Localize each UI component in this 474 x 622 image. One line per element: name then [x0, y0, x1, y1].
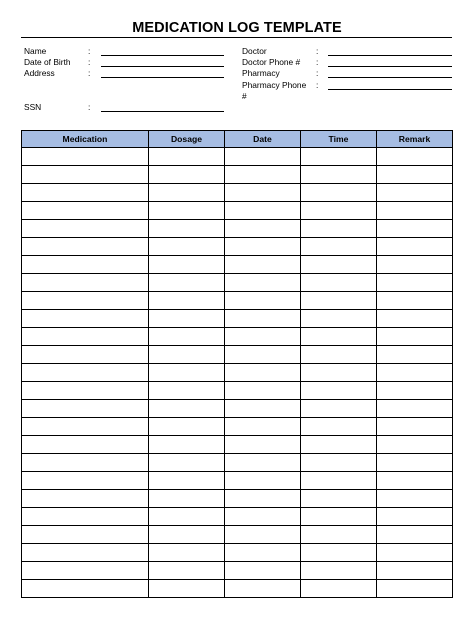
medication-header: Medication: [22, 131, 149, 148]
time-cell[interactable]: [301, 418, 377, 436]
remark-cell[interactable]: [377, 382, 453, 400]
date-cell[interactable]: [225, 472, 301, 490]
date-cell[interactable]: [225, 310, 301, 328]
dosage-cell[interactable]: [149, 490, 225, 508]
table-header-row: [22, 131, 453, 148]
date-of-birth-label: Date of Birth: [24, 57, 71, 67]
time-cell[interactable]: [301, 400, 377, 418]
date-cell[interactable]: [225, 562, 301, 580]
doctor-label: Doctor: [242, 46, 267, 56]
address-colon: :: [88, 68, 91, 78]
ssn-colon: :: [88, 102, 91, 112]
remark-cell[interactable]: [377, 166, 453, 184]
table-row: [22, 418, 453, 436]
pharmacy-phone-label-cont: #: [242, 91, 247, 101]
date-cell[interactable]: [225, 292, 301, 310]
dosage-cell[interactable]: [149, 256, 225, 274]
date-cell[interactable]: [225, 346, 301, 364]
doctor-colon: :: [316, 46, 319, 56]
time-header: Time: [301, 131, 377, 148]
name-field[interactable]: [101, 55, 224, 56]
table-body: [22, 148, 453, 598]
ssn-label: SSN: [24, 102, 42, 112]
time-cell[interactable]: [301, 274, 377, 292]
table-row: [22, 220, 453, 238]
remark-cell[interactable]: [377, 202, 453, 220]
dosage-cell[interactable]: [149, 238, 225, 256]
pharmacy-label: Pharmacy: [242, 68, 280, 78]
date-cell[interactable]: [225, 418, 301, 436]
medication-cell[interactable]: [22, 490, 149, 508]
doctor-phone-field[interactable]: [328, 66, 452, 67]
table-row: [22, 328, 453, 346]
dosage-cell[interactable]: [149, 202, 225, 220]
medication-cell[interactable]: [22, 382, 149, 400]
medication-cell[interactable]: [22, 238, 149, 256]
medication-cell[interactable]: [22, 580, 149, 598]
name-label: Name: [24, 46, 47, 56]
dosage-cell[interactable]: [149, 346, 225, 364]
dosage-cell[interactable]: [149, 454, 225, 472]
time-cell[interactable]: [301, 220, 377, 238]
time-cell[interactable]: [301, 580, 377, 598]
dosage-cell[interactable]: [149, 310, 225, 328]
table-row: [22, 364, 453, 382]
date-cell[interactable]: [225, 238, 301, 256]
table-row: [22, 508, 453, 526]
remark-cell[interactable]: [377, 526, 453, 544]
dosage-cell[interactable]: [149, 472, 225, 490]
date-cell[interactable]: [225, 490, 301, 508]
dosage-header: Dosage: [149, 131, 225, 148]
dosage-cell[interactable]: [149, 562, 225, 580]
table-row: [22, 526, 453, 544]
table-row: [22, 562, 453, 580]
remark-cell[interactable]: [377, 310, 453, 328]
remark-cell[interactable]: [377, 184, 453, 202]
time-cell[interactable]: [301, 328, 377, 346]
table-row: [22, 436, 453, 454]
time-cell[interactable]: [301, 526, 377, 544]
remark-cell[interactable]: [377, 490, 453, 508]
date-cell[interactable]: [225, 580, 301, 598]
doctor-phone-label: Doctor Phone #: [242, 57, 301, 67]
table-row: [22, 580, 453, 598]
table-row: [22, 544, 453, 562]
remark-cell[interactable]: [377, 238, 453, 256]
date-cell[interactable]: [225, 454, 301, 472]
medication-cell[interactable]: [22, 526, 149, 544]
time-cell[interactable]: [301, 238, 377, 256]
medication-cell[interactable]: [22, 346, 149, 364]
time-cell[interactable]: [301, 148, 377, 166]
dosage-cell[interactable]: [149, 544, 225, 562]
address-field[interactable]: [101, 77, 224, 78]
ssn-field[interactable]: [101, 111, 224, 112]
pharmacy-phone-label: Pharmacy Phone: [242, 80, 307, 90]
address-label: Address: [24, 68, 55, 78]
time-cell[interactable]: [301, 292, 377, 310]
remark-cell[interactable]: [377, 292, 453, 310]
medication-cell[interactable]: [22, 184, 149, 202]
date-cell[interactable]: [225, 526, 301, 544]
time-cell[interactable]: [301, 436, 377, 454]
doctor-field[interactable]: [328, 55, 452, 56]
medication-cell[interactable]: [22, 328, 149, 346]
medication-cell[interactable]: [22, 508, 149, 526]
date-cell[interactable]: [225, 400, 301, 418]
date-of-birth-colon: :: [88, 57, 91, 67]
time-cell[interactable]: [301, 562, 377, 580]
date-cell[interactable]: [225, 148, 301, 166]
dosage-cell[interactable]: [149, 526, 225, 544]
medication-cell[interactable]: [22, 562, 149, 580]
time-cell[interactable]: [301, 346, 377, 364]
date-of-birth-field[interactable]: [101, 66, 224, 67]
dosage-cell[interactable]: [149, 274, 225, 292]
dosage-cell[interactable]: [149, 148, 225, 166]
time-cell[interactable]: [301, 364, 377, 382]
medication-cell[interactable]: [22, 472, 149, 490]
table-row: [22, 202, 453, 220]
medication-cell[interactable]: [22, 166, 149, 184]
time-cell[interactable]: [301, 472, 377, 490]
medication-log-table: [21, 130, 453, 598]
table-row: [22, 310, 453, 328]
date-cell[interactable]: [225, 274, 301, 292]
date-cell[interactable]: [225, 382, 301, 400]
table-row: [22, 166, 453, 184]
table-row: [22, 256, 453, 274]
remark-cell[interactable]: [377, 400, 453, 418]
table-row: [22, 238, 453, 256]
date-cell[interactable]: [225, 544, 301, 562]
table-row: [22, 454, 453, 472]
table-row: [22, 472, 453, 490]
title-rule: [21, 37, 452, 38]
table-row: [22, 184, 453, 202]
page-title: MEDICATION LOG TEMPLATE: [132, 20, 342, 36]
table-row: [22, 346, 453, 364]
dosage-cell[interactable]: [149, 184, 225, 202]
remark-cell[interactable]: [377, 328, 453, 346]
remark-cell[interactable]: [377, 436, 453, 454]
table-row: [22, 490, 453, 508]
medication-cell[interactable]: [22, 256, 149, 274]
date-cell[interactable]: [225, 220, 301, 238]
dosage-cell[interactable]: [149, 292, 225, 310]
dosage-cell[interactable]: [149, 364, 225, 382]
medication-cell[interactable]: [22, 454, 149, 472]
dosage-cell[interactable]: [149, 382, 225, 400]
time-cell[interactable]: [301, 256, 377, 274]
remark-cell[interactable]: [377, 364, 453, 382]
medication-cell[interactable]: [22, 364, 149, 382]
time-cell[interactable]: [301, 310, 377, 328]
time-cell[interactable]: [301, 382, 377, 400]
table-row: [22, 400, 453, 418]
remark-cell[interactable]: [377, 220, 453, 238]
remark-cell[interactable]: [377, 256, 453, 274]
time-cell[interactable]: [301, 454, 377, 472]
date-header: Date: [225, 131, 301, 148]
remark-cell[interactable]: [377, 544, 453, 562]
remark-cell[interactable]: [377, 418, 453, 436]
table-row: [22, 382, 453, 400]
medication-cell[interactable]: [22, 292, 149, 310]
remark-cell[interactable]: [377, 346, 453, 364]
remark-cell[interactable]: [377, 148, 453, 166]
name-colon: :: [88, 46, 91, 56]
remark-cell[interactable]: [377, 562, 453, 580]
medication-cell[interactable]: [22, 148, 149, 166]
pharmacy-colon: :: [316, 68, 319, 78]
dosage-cell[interactable]: [149, 400, 225, 418]
remark-cell[interactable]: [377, 580, 453, 598]
date-cell[interactable]: [225, 436, 301, 454]
medication-cell[interactable]: [22, 436, 149, 454]
dosage-cell[interactable]: [149, 220, 225, 238]
date-cell[interactable]: [225, 166, 301, 184]
time-cell[interactable]: [301, 184, 377, 202]
pharmacy-phone-colon: :: [316, 80, 319, 90]
remark-header: Remark: [377, 131, 453, 148]
dosage-cell[interactable]: [149, 580, 225, 598]
medication-cell[interactable]: [22, 400, 149, 418]
date-cell[interactable]: [225, 364, 301, 382]
medication-cell[interactable]: [22, 418, 149, 436]
date-cell[interactable]: [225, 508, 301, 526]
dosage-cell[interactable]: [149, 436, 225, 454]
remark-cell[interactable]: [377, 508, 453, 526]
pharmacy-field[interactable]: [328, 77, 452, 78]
time-cell[interactable]: [301, 202, 377, 220]
remark-cell[interactable]: [377, 274, 453, 292]
date-cell[interactable]: [225, 184, 301, 202]
remark-cell[interactable]: [377, 454, 453, 472]
medication-cell[interactable]: [22, 274, 149, 292]
table-row: [22, 274, 453, 292]
dosage-cell[interactable]: [149, 328, 225, 346]
medication-cell[interactable]: [22, 310, 149, 328]
dosage-cell[interactable]: [149, 508, 225, 526]
dosage-cell[interactable]: [149, 166, 225, 184]
time-cell[interactable]: [301, 490, 377, 508]
dosage-cell[interactable]: [149, 418, 225, 436]
doctor-phone-colon: :: [316, 57, 319, 67]
date-cell[interactable]: [225, 328, 301, 346]
time-cell[interactable]: [301, 508, 377, 526]
pharmacy-phone-field[interactable]: [328, 89, 452, 90]
medication-cell[interactable]: [22, 220, 149, 238]
time-cell[interactable]: [301, 166, 377, 184]
remark-cell[interactable]: [377, 472, 453, 490]
time-cell[interactable]: [301, 544, 377, 562]
date-cell[interactable]: [225, 202, 301, 220]
table-row: [22, 148, 453, 166]
table-row: [22, 292, 453, 310]
date-cell[interactable]: [225, 256, 301, 274]
medication-cell[interactable]: [22, 202, 149, 220]
medication-cell[interactable]: [22, 544, 149, 562]
